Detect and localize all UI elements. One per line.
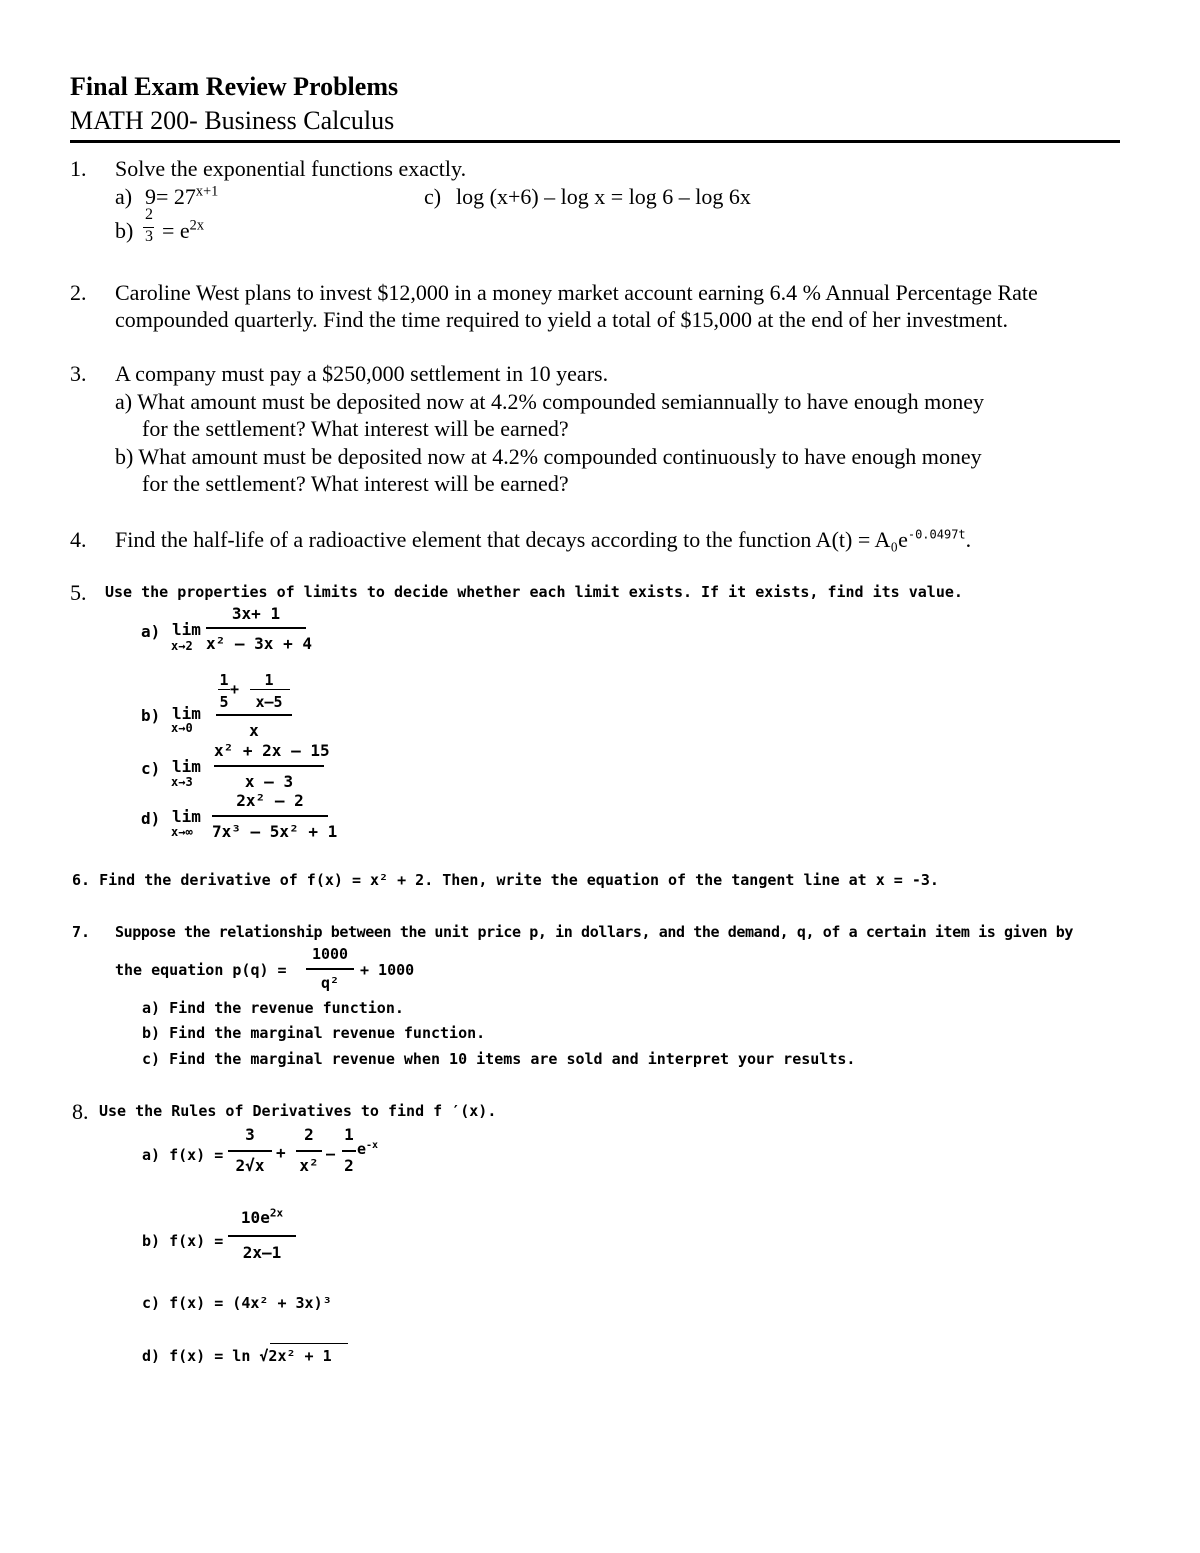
part-label: c) bbox=[424, 184, 442, 209]
course-subtitle: MATH 200- Business Calculus bbox=[70, 106, 395, 135]
part-c-expression: log (x+6) – log x = log 6 – log 6x bbox=[456, 184, 751, 209]
part-label: d) bbox=[141, 809, 161, 828]
problem-number: 3. bbox=[70, 361, 87, 386]
problem-text: Use the Rules of Derivatives to find f ′(x). bbox=[99, 1102, 497, 1120]
part-b-lead: b) f(x) = bbox=[142, 1232, 224, 1250]
fraction-numerator: 1000 bbox=[311, 945, 349, 963]
problem-number: 4. bbox=[70, 527, 87, 552]
problem-text-line: Suppose the relationship between the unit price p, in dollars, and the demand, q, of a certain item is given by bbox=[115, 923, 1074, 941]
part-b-line: for the settlement? What interest will be earned? bbox=[142, 471, 569, 496]
part-label: b) bbox=[141, 706, 161, 725]
problem-6: 6. Find the derivative of f(x) = x² + 2. Then, write the equation of the tangent line at x = -3. bbox=[72, 871, 939, 889]
limit-subscript: x→3 bbox=[171, 775, 193, 789]
fraction-bar bbox=[206, 627, 306, 629]
part-b: b) Find the marginal revenue function. bbox=[142, 1024, 486, 1042]
equation-tail: + 1000 bbox=[360, 961, 415, 979]
limit-operator: lim bbox=[172, 704, 201, 723]
inner-fraction-bar bbox=[250, 689, 290, 690]
part-label: a) bbox=[115, 184, 133, 209]
exp-term: $e^{-x}$ bbox=[357, 1140, 379, 1158]
part-label: b) bbox=[115, 218, 134, 243]
fraction-numerator: x² + 2x – 15 bbox=[214, 741, 330, 760]
fraction-bar bbox=[228, 1235, 296, 1237]
problem-number: 2. bbox=[70, 280, 87, 305]
limit-subscript: x→∞ bbox=[171, 825, 193, 839]
limit-operator: lim bbox=[172, 620, 201, 639]
limit-operator: lim bbox=[172, 807, 201, 826]
equation-lead: the equation p(q) = bbox=[115, 961, 287, 979]
fraction-bar bbox=[228, 1150, 272, 1152]
fraction-denominator: x² bbox=[299, 1156, 319, 1175]
part-c: c) Find the marginal revenue when 10 items are sold and interpret your results. bbox=[142, 1050, 856, 1068]
part-b-rhs: = $e^{2x}$ bbox=[162, 217, 204, 243]
problem-number: 5. bbox=[70, 580, 87, 605]
part-label: a) bbox=[141, 622, 161, 641]
problem-text-line: compounded quarterly. Find the time required to yield a total of $15,000 at the end of her investment. bbox=[115, 307, 1009, 332]
inner-numerator: 1 bbox=[264, 671, 274, 689]
limit-subscript: x→2 bbox=[171, 639, 193, 653]
fraction-denominator: q² bbox=[320, 974, 340, 992]
problem-text: A company must pay a $250,000 settlement in 10 years. bbox=[115, 361, 609, 386]
part-a-line: for the settlement? What interest will be earned? bbox=[142, 416, 569, 441]
problem-text: Solve the exponential functions exactly. bbox=[115, 156, 467, 181]
fraction-numerator: $10e^{2x}$ bbox=[240, 1206, 284, 1227]
fraction-denominator: x² – 3x + 4 bbox=[206, 634, 312, 653]
fraction-bar bbox=[214, 765, 324, 767]
fraction-numerator: 3 bbox=[245, 1125, 255, 1144]
header-rule bbox=[70, 140, 1120, 143]
fraction-bar bbox=[212, 815, 328, 817]
part-a-lead: a) f(x) = bbox=[142, 1146, 224, 1164]
inner-denominator: x–5 bbox=[255, 693, 283, 711]
plus-sign: + bbox=[276, 1143, 286, 1162]
part-c: c) f(x) = (4x² + 3x)³ bbox=[142, 1294, 332, 1312]
minus-sign: – bbox=[326, 1145, 336, 1163]
plus-sign: + bbox=[230, 680, 240, 698]
problem-number: 7. bbox=[72, 923, 91, 941]
radical-overbar bbox=[270, 1343, 348, 1344]
fraction-denominator: 2√x bbox=[235, 1156, 265, 1175]
fraction-numerator: 2 bbox=[145, 206, 153, 223]
problem-number: 1. bbox=[70, 156, 87, 181]
fraction-numerator: 2x² – 2 bbox=[236, 791, 304, 810]
fraction-denominator: 3 bbox=[145, 228, 153, 245]
fraction-numerator: 1 bbox=[344, 1125, 354, 1144]
fraction-bar bbox=[216, 714, 292, 716]
fraction-denominator: x – 3 bbox=[244, 772, 294, 791]
fraction-numerator: 2 bbox=[304, 1125, 314, 1144]
fraction-bar bbox=[306, 968, 354, 970]
document-title: Final Exam Review Problems bbox=[70, 72, 399, 101]
fraction-denominator: x bbox=[249, 721, 259, 740]
inner-numerator: 1 bbox=[219, 671, 229, 689]
limit-subscript: x→0 bbox=[171, 721, 193, 735]
fraction-bar bbox=[342, 1150, 356, 1152]
part-a-line: a) What amount must be deposited now at 4.2% compounded semiannually to have enough money bbox=[115, 389, 985, 414]
fraction-numerator: 3x+ 1 bbox=[231, 604, 281, 623]
limit-operator: lim bbox=[172, 757, 201, 776]
part-d: d) f(x) = ln √2x² + 1 bbox=[142, 1347, 332, 1365]
fraction-bar bbox=[296, 1150, 322, 1152]
part-a-expression: $9= 27^{x+1}$ bbox=[145, 183, 219, 209]
problem-text: Find the half-life of a radioactive element that decays according to the function $A(t) = A_0e^{-0.0497t}$. bbox=[115, 527, 972, 552]
problem-text-line: Caroline West plans to invest $12,000 in a money market account earning 6.4 % Annual Percentage Rate bbox=[115, 280, 1038, 305]
part-a: a) Find the revenue function. bbox=[142, 999, 404, 1017]
inner-denominator: 5 bbox=[219, 693, 229, 711]
inner-fraction-bar bbox=[218, 689, 230, 690]
problem-text: Use the properties of limits to decide whether each limit exists. If it exists, find its value. bbox=[105, 583, 963, 601]
fraction-denominator: 2x–1 bbox=[242, 1243, 282, 1262]
problem-number: 8. bbox=[72, 1099, 89, 1124]
part-label: c) bbox=[141, 759, 161, 778]
fraction-denominator: 7x³ – 5x² + 1 bbox=[212, 822, 338, 841]
fraction-denominator: 2 bbox=[344, 1156, 354, 1175]
part-b-line: b) What amount must be deposited now at 4.2% compounded continuously to have enough money bbox=[115, 444, 982, 469]
